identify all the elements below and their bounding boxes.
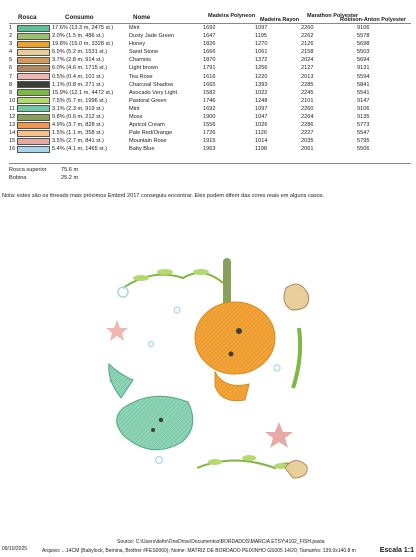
- row-number: 16: [9, 146, 16, 153]
- marathon-code: 2245: [301, 89, 314, 96]
- color-swatch: [17, 24, 52, 32]
- swatch-color: [17, 65, 50, 72]
- table-row: [9, 129, 397, 137]
- madeira-rayon-code: 1047: [255, 114, 268, 121]
- table-row: [9, 64, 397, 72]
- table-row: [9, 32, 397, 40]
- madeira-rayon-code: 1195: [255, 33, 268, 40]
- header-consumo: Consumo: [65, 14, 94, 21]
- marathon-code: 2286: [301, 122, 314, 129]
- print-footer: [0, 535, 416, 557]
- consumption: 3.1% (2.3 m, 919 st.): [52, 105, 104, 112]
- madeira-rayon-code: 1061: [255, 49, 268, 56]
- swatch-color: [17, 81, 50, 88]
- bubble-icon: [118, 287, 128, 297]
- row-number: 9: [9, 89, 13, 96]
- robison-code: 5541: [357, 89, 370, 96]
- consumption: 7.5% (5.7 m, 1996 st.): [52, 97, 108, 104]
- madeira-rayon-code: 1026: [255, 122, 268, 129]
- madeira-polyneon-code: 1726: [203, 130, 216, 137]
- marathon-code: 2260: [301, 25, 314, 31]
- consumption: 15.9% (12.1 m, 4472 st.): [52, 89, 114, 96]
- table-divider: [9, 163, 411, 164]
- thread-name: Mint: [129, 25, 140, 31]
- madeira-polyneon-code: 1826: [203, 41, 216, 48]
- color-swatch: [17, 113, 52, 121]
- color-swatch: [17, 32, 52, 40]
- footer-file: Arquivo: ...14CM (Babylock, Bernina, Brother #FES0060); Nome: MATRIZ DE BORDADO PEIXINHO GS005 14/20; Tamanho: 139.0x140.8 m: [42, 548, 356, 554]
- madeira-polyneon-code: 1582: [203, 89, 216, 96]
- row-number: 2: [9, 33, 13, 40]
- shell-icon: [284, 284, 309, 310]
- madeira-polyneon-code: 1915: [203, 138, 216, 145]
- column-header: [0, 2, 416, 24]
- orange-fish-fin: [215, 372, 249, 401]
- consumption: 6.9% (5.2 m, 1531 st.): [52, 49, 108, 56]
- madeira-polyneon-code: 1692: [203, 25, 216, 31]
- table-row: [9, 73, 397, 81]
- thread-name: Charcoal Shadow: [129, 81, 174, 88]
- consumption: 3.7% (2.8 m, 914 st.): [52, 57, 104, 64]
- starfish-icon: [265, 422, 293, 448]
- color-swatch: [17, 97, 52, 105]
- madeira-polyneon-code: 1665: [203, 81, 216, 88]
- leaf-icon: [157, 269, 173, 275]
- color-swatch: [17, 48, 52, 56]
- madeira-rayon-code: 1097: [255, 25, 268, 31]
- madeira-rayon-code: 1097: [255, 105, 268, 112]
- bubble-icon: [156, 457, 163, 464]
- swatch-color: [17, 89, 50, 96]
- color-swatch: [17, 73, 52, 81]
- madeira-rayon-code: 1372: [255, 57, 268, 64]
- header-madeira-rayon: Madeira Rayon: [260, 17, 300, 23]
- row-number: 11: [9, 105, 15, 112]
- consumption: 3.5% (2.7 m, 841 st.): [52, 138, 104, 145]
- consumption: 19.8% (15.0 m, 3328 st.): [52, 41, 114, 48]
- thread-name: Mint: [129, 105, 140, 112]
- table-row: [9, 48, 397, 56]
- robison-code: 5841: [357, 81, 370, 88]
- marathon-code: 2126: [301, 41, 314, 48]
- row-number: 6: [9, 65, 13, 72]
- bubble-icon: [274, 365, 280, 371]
- marathon-code: 2262: [301, 33, 314, 40]
- green-fish: [117, 396, 193, 449]
- thread-name: Dusty Jade Green: [129, 33, 175, 40]
- color-swatch: [17, 64, 52, 72]
- robison-code: 5773: [357, 122, 370, 129]
- marathon-code: 2127: [301, 65, 314, 72]
- bubble-icon: [174, 307, 180, 313]
- table-row: [9, 97, 397, 105]
- color-swatch: [17, 121, 52, 129]
- bobina-value: 25.2 m: [61, 175, 79, 181]
- table-row: [9, 89, 397, 97]
- leaf-icon: [242, 455, 256, 461]
- swatch-color: [17, 97, 50, 104]
- kelp-right: [293, 328, 300, 388]
- madeira-polyneon-code: 1616: [203, 73, 216, 80]
- consumption: 1.5% (1.1 m, 358 st.): [52, 130, 104, 137]
- table-row: [9, 105, 397, 113]
- madeira-rayon-code: 1220: [255, 73, 268, 80]
- thread-name: Baby Blue: [129, 146, 155, 153]
- orange-fish: [195, 302, 275, 374]
- table-row: [9, 145, 397, 153]
- madeira-polyneon-code: 1791: [203, 65, 216, 72]
- header-nome: Nome: [133, 14, 151, 21]
- thread-name: Moss: [129, 114, 143, 121]
- swatch-color: [17, 25, 50, 32]
- marathon-code: 2101: [301, 97, 314, 104]
- table-row: [9, 56, 397, 64]
- madeira-polyneon-code: 1870: [203, 57, 216, 64]
- robison-code: 9106: [357, 105, 370, 112]
- madeira-rayon-code: 1393: [255, 81, 268, 88]
- madeira-rayon-code: 1014: [255, 138, 268, 145]
- consumption: 0.8% (0.6 m, 212 st.): [52, 114, 104, 121]
- swatch-color: [17, 33, 50, 40]
- header-robison-anton: Robison-Anton Polyester: [340, 17, 407, 23]
- rosca-superior-label: Rosca superior: [9, 167, 47, 173]
- swatch-color: [17, 130, 50, 137]
- marathon-code: 2061: [301, 146, 314, 153]
- madeira-rayon-code: 1022: [255, 89, 268, 96]
- header-madeira-polyneon: Madeira Polyneon: [208, 13, 256, 19]
- madeira-polyneon-code: 1746: [203, 97, 216, 104]
- bobina-label: Bobina: [9, 175, 27, 181]
- madeira-polyneon-code: 1692: [203, 105, 216, 112]
- row-number: 5: [9, 57, 13, 64]
- row-number: 12: [9, 114, 16, 121]
- row-number: 1: [9, 25, 13, 31]
- thread-name: Mountain Rose: [129, 138, 167, 145]
- robison-code: 5503: [357, 49, 370, 56]
- color-swatch: [17, 89, 52, 97]
- color-swatch: [17, 56, 52, 64]
- robison-code: 9135: [357, 114, 370, 121]
- swatch-color: [17, 122, 50, 129]
- color-swatch: [17, 129, 52, 137]
- marathon-code: 2035: [301, 138, 314, 145]
- swatch-color: [17, 57, 50, 64]
- marathon-code: 2260: [301, 105, 314, 112]
- scale-label: Escala 1:1: [379, 547, 414, 554]
- row-number: 14: [9, 130, 16, 137]
- leaf-icon: [133, 275, 149, 281]
- color-swatch: [17, 145, 52, 153]
- madeira-rayon-code: 1270: [255, 41, 268, 48]
- thread-name: Tea Rose: [129, 73, 153, 80]
- row-number: 10: [9, 97, 16, 104]
- madeira-polyneon-code: 1963: [203, 146, 216, 153]
- swatch-color: [17, 105, 50, 112]
- madeira-polyneon-code: 1647: [203, 33, 216, 40]
- thread-name: Chamois: [129, 57, 152, 64]
- madeira-rayon-code: 1198: [255, 146, 268, 153]
- robison-code: 9106: [357, 25, 370, 31]
- bubble-icon: [149, 342, 154, 347]
- thread-name: Sand Stone: [129, 49, 159, 56]
- madeira-polyneon-code: 1666: [203, 49, 216, 56]
- madeira-polyneon-code: 1900: [203, 114, 216, 121]
- consumption: 6.0% (4.6 m, 1715 st.): [52, 65, 108, 72]
- table-row: [9, 24, 397, 32]
- consumption: 4.9% (3.7 m, 828 st.): [52, 122, 104, 129]
- table-row: [9, 81, 397, 89]
- fish-mouth-icon: [229, 352, 234, 357]
- robison-code: 5547: [357, 130, 370, 137]
- marathon-code: 2264: [301, 114, 314, 121]
- consumption: 0.5% (0.4 m, 101 st.): [52, 73, 104, 80]
- robison-code: 5694: [357, 57, 370, 64]
- row-number: 3: [9, 41, 13, 48]
- row-number: 7: [9, 73, 13, 80]
- swatch-color: [17, 41, 50, 48]
- madeira-rayon-code: 1126: [255, 130, 268, 137]
- robison-code: 9147: [357, 97, 370, 104]
- embroidery-preview: [103, 258, 315, 490]
- row-number: 4: [9, 49, 13, 56]
- footer-source: Source: C:\Users\defin\OneDrive\Documentos\BORDADOS\MARCIA ETSY\4102_FISH.pasta: [117, 539, 325, 545]
- thread-name: Pastoral Green: [129, 97, 167, 104]
- footer-date: 09/10/2025: [2, 546, 28, 552]
- swatch-color: [17, 146, 50, 153]
- thread-name: Honey: [129, 41, 146, 48]
- table-row: [9, 121, 397, 129]
- thread-table: [9, 24, 397, 154]
- robison-code: 5594: [357, 73, 370, 80]
- rosca-superior-value: 75.6 m: [61, 167, 79, 173]
- table-row: [9, 137, 397, 145]
- table-row: [9, 40, 397, 48]
- fish-eye-icon: [159, 418, 163, 422]
- row-number: 15: [9, 138, 16, 145]
- green-fish-tail: [109, 364, 133, 398]
- thread-name: Light brown: [129, 65, 158, 72]
- header-marathon-polyester: Marathon Polyester: [307, 13, 359, 19]
- table-row: [9, 113, 397, 121]
- swatch-color: [17, 49, 50, 56]
- color-swatch: [17, 137, 52, 145]
- consumption: 2.0% (1.5 m, 486 st.): [52, 33, 104, 40]
- thread-name: Avocado Very Light: [129, 89, 178, 96]
- fish-eye-icon: [151, 428, 155, 432]
- thread-name: Pale Red/Orange: [129, 130, 173, 137]
- robison-code: 5578: [357, 33, 370, 40]
- marathon-code: 2227: [301, 130, 314, 137]
- consumption: 17.6% (13.3 m, 2475 st.): [52, 25, 114, 31]
- marathon-code: 2024: [301, 57, 314, 64]
- marathon-code: 2285: [301, 81, 314, 88]
- robison-code: 5795: [357, 138, 370, 145]
- madeira-rayon-code: 1256: [255, 65, 268, 72]
- robison-code: 9131: [357, 65, 370, 72]
- swatch-color: [17, 138, 50, 145]
- leaf-icon: [208, 459, 222, 465]
- swatch-color: [17, 73, 50, 80]
- row-number: 8: [9, 81, 13, 88]
- color-swatch: [17, 81, 52, 89]
- fish-eye-icon: [236, 328, 242, 334]
- leaf-icon: [193, 269, 209, 275]
- consumption: 1.1% (0.8 m, 271 st.): [52, 81, 104, 88]
- robison-code: 5698: [357, 41, 370, 48]
- marathon-code: 2013: [301, 73, 314, 80]
- thread-note: Nota: estes são os threads mais próximos Embird 2017 conseguiu encontrar. Eles podem diferir das cores reais em alguns casos.: [2, 193, 325, 199]
- marathon-code: 2158: [301, 49, 314, 56]
- starfish-icon: [106, 320, 128, 341]
- color-swatch: [17, 40, 52, 48]
- madeira-polyneon-code: 1556: [203, 122, 216, 129]
- color-swatch: [17, 105, 52, 113]
- madeira-rayon-code: 1248: [255, 97, 268, 104]
- thread-name: Apricot Cream: [129, 122, 165, 129]
- robison-code: 5506: [357, 146, 370, 153]
- swatch-color: [17, 114, 50, 121]
- consumption: 5.4% (4.1 m, 1465 st.): [52, 146, 108, 153]
- row-number: 13: [9, 122, 16, 129]
- header-rosca: Rosca: [18, 14, 37, 21]
